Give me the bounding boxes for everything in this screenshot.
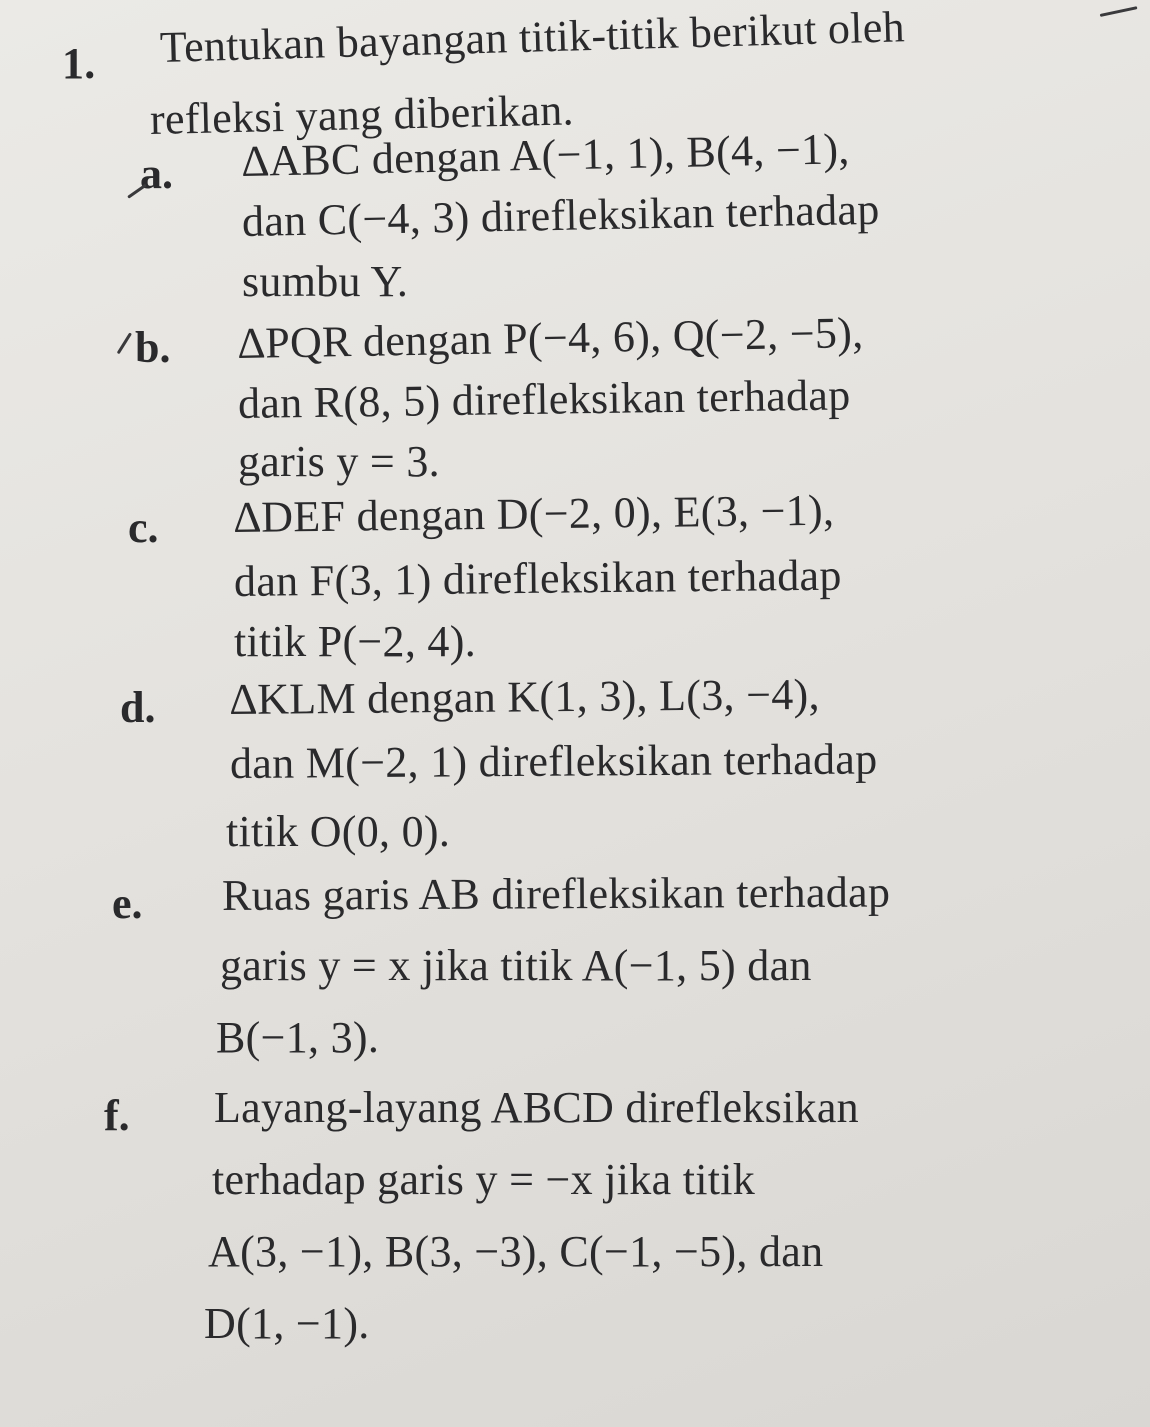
item-f-label: f. — [104, 1091, 130, 1140]
item-e-line-1: Ruas garis AB direfleksikan terhadap — [221, 867, 891, 920]
item-a-label: a. — [140, 149, 173, 198]
check-mark-b — [117, 332, 132, 354]
item-e-line-2: garis y = x jika titik A(−1, 5) dan — [220, 941, 812, 990]
item-b-line-2: dan R(8, 5) direfleksikan terhadap — [237, 370, 851, 428]
item-c-line-1: ∆DEF dengan D(−2, 0), E(3, −1), — [233, 485, 835, 542]
problem-intro-line-2: refleksi yang diberikan. — [149, 85, 575, 144]
item-b-label: b. — [135, 323, 171, 372]
item-d-line-3: titik O(0, 0). — [226, 807, 451, 856]
item-f-line-2: terhadap garis y = −x jika titik — [212, 1155, 756, 1204]
item-c-line-2: dan F(3, 1) direfleksikan terhadap — [233, 550, 842, 606]
item-a-line-1: ∆ABC dengan A(−1, 1), B(4, −1), — [241, 124, 851, 186]
item-c-label: c. — [128, 503, 159, 552]
item-d-line-2: dan M(−2, 1) direfleksikan terhadap — [229, 734, 878, 788]
item-f-line-1: Layang-layang ABCD direfleksikan — [214, 1083, 859, 1132]
item-e-line-3: B(−1, 3). — [216, 1013, 380, 1062]
item-d-label: d. — [120, 683, 156, 732]
item-b-line-1: ∆PQR dengan P(−4, 6), Q(−2, −5), — [237, 308, 864, 368]
item-d-line-1: ∆KLM dengan K(1, 3), L(3, −4), — [229, 669, 821, 724]
item-e-label: e. — [112, 879, 143, 928]
item-a-line-3: sumbu Y. — [242, 257, 409, 306]
item-f-line-3: A(3, −1), B(3, −3), C(−1, −5), dan — [208, 1227, 824, 1276]
item-b-line-3: garis y = 3. — [238, 437, 440, 486]
item-f-line-4: D(1, −1). — [204, 1299, 370, 1348]
pen-mark-top — [1100, 6, 1138, 17]
problem-number: 1. — [62, 39, 96, 88]
item-a-line-2: dan C(−4, 3) direfleksikan terhadap — [241, 184, 880, 246]
problem-intro-line-1: Tentukan bayangan titik-titik berikut oleh — [159, 2, 906, 72]
item-c-line-3: titik P(−2, 4). — [234, 617, 476, 666]
